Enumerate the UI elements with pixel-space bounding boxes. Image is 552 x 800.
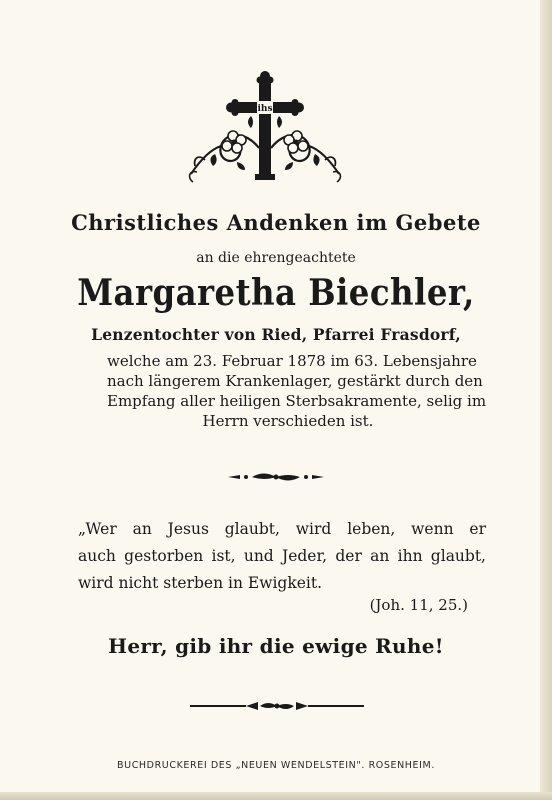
paper-edge-right — [540, 0, 552, 800]
scripture-quote — [78, 516, 486, 597]
cross-with-floral-vines-icon — [185, 70, 345, 195]
deceased-origin: Lenzentochter von Ried, Pfarrei Frasdorf, — [91, 325, 461, 344]
scripture-reference: (Joh. 11, 25.) — [369, 596, 468, 614]
biography-line: Herrn verschieden ist. — [202, 412, 374, 430]
biography-text — [107, 351, 487, 431]
quote-line: „Wer an Jesus glaubt, wird leben, wenn er — [78, 520, 486, 538]
printer-imprint: BUCHDRUCKEREI DES „NEUEN WENDELSTEIN". ROSENHEIM. — [117, 760, 435, 771]
biography-line: welche am 23. Februar 1878 im 63. Lebensjahre — [107, 352, 477, 370]
deceased-name: Margaretha Biechler, — [77, 272, 475, 314]
quote-line: auch gestorben ist, und Jeder, der an ihn glaubt, — [78, 547, 486, 565]
ornamental-divider-icon — [186, 699, 368, 713]
closing-prayer: Herr, gib ihr die ewige Ruhe! — [108, 634, 444, 658]
memorial-subheading: an die ehrengeachtete — [196, 250, 356, 266]
paper-edge-bottom — [0, 792, 552, 800]
ornamental-divider-icon — [226, 470, 326, 484]
biography-line: Empfang aller heiligen Sterbsakramente, selig im — [107, 392, 487, 410]
quote-line: wird nicht sterben in Ewigkeit. — [78, 574, 323, 592]
biography-line: nach längerem Krankenlager, gestärkt durch den — [107, 372, 483, 390]
memorial-heading: Christliches Andenken im Gebete — [71, 210, 481, 235]
monogram-label: ihs — [257, 104, 273, 114]
